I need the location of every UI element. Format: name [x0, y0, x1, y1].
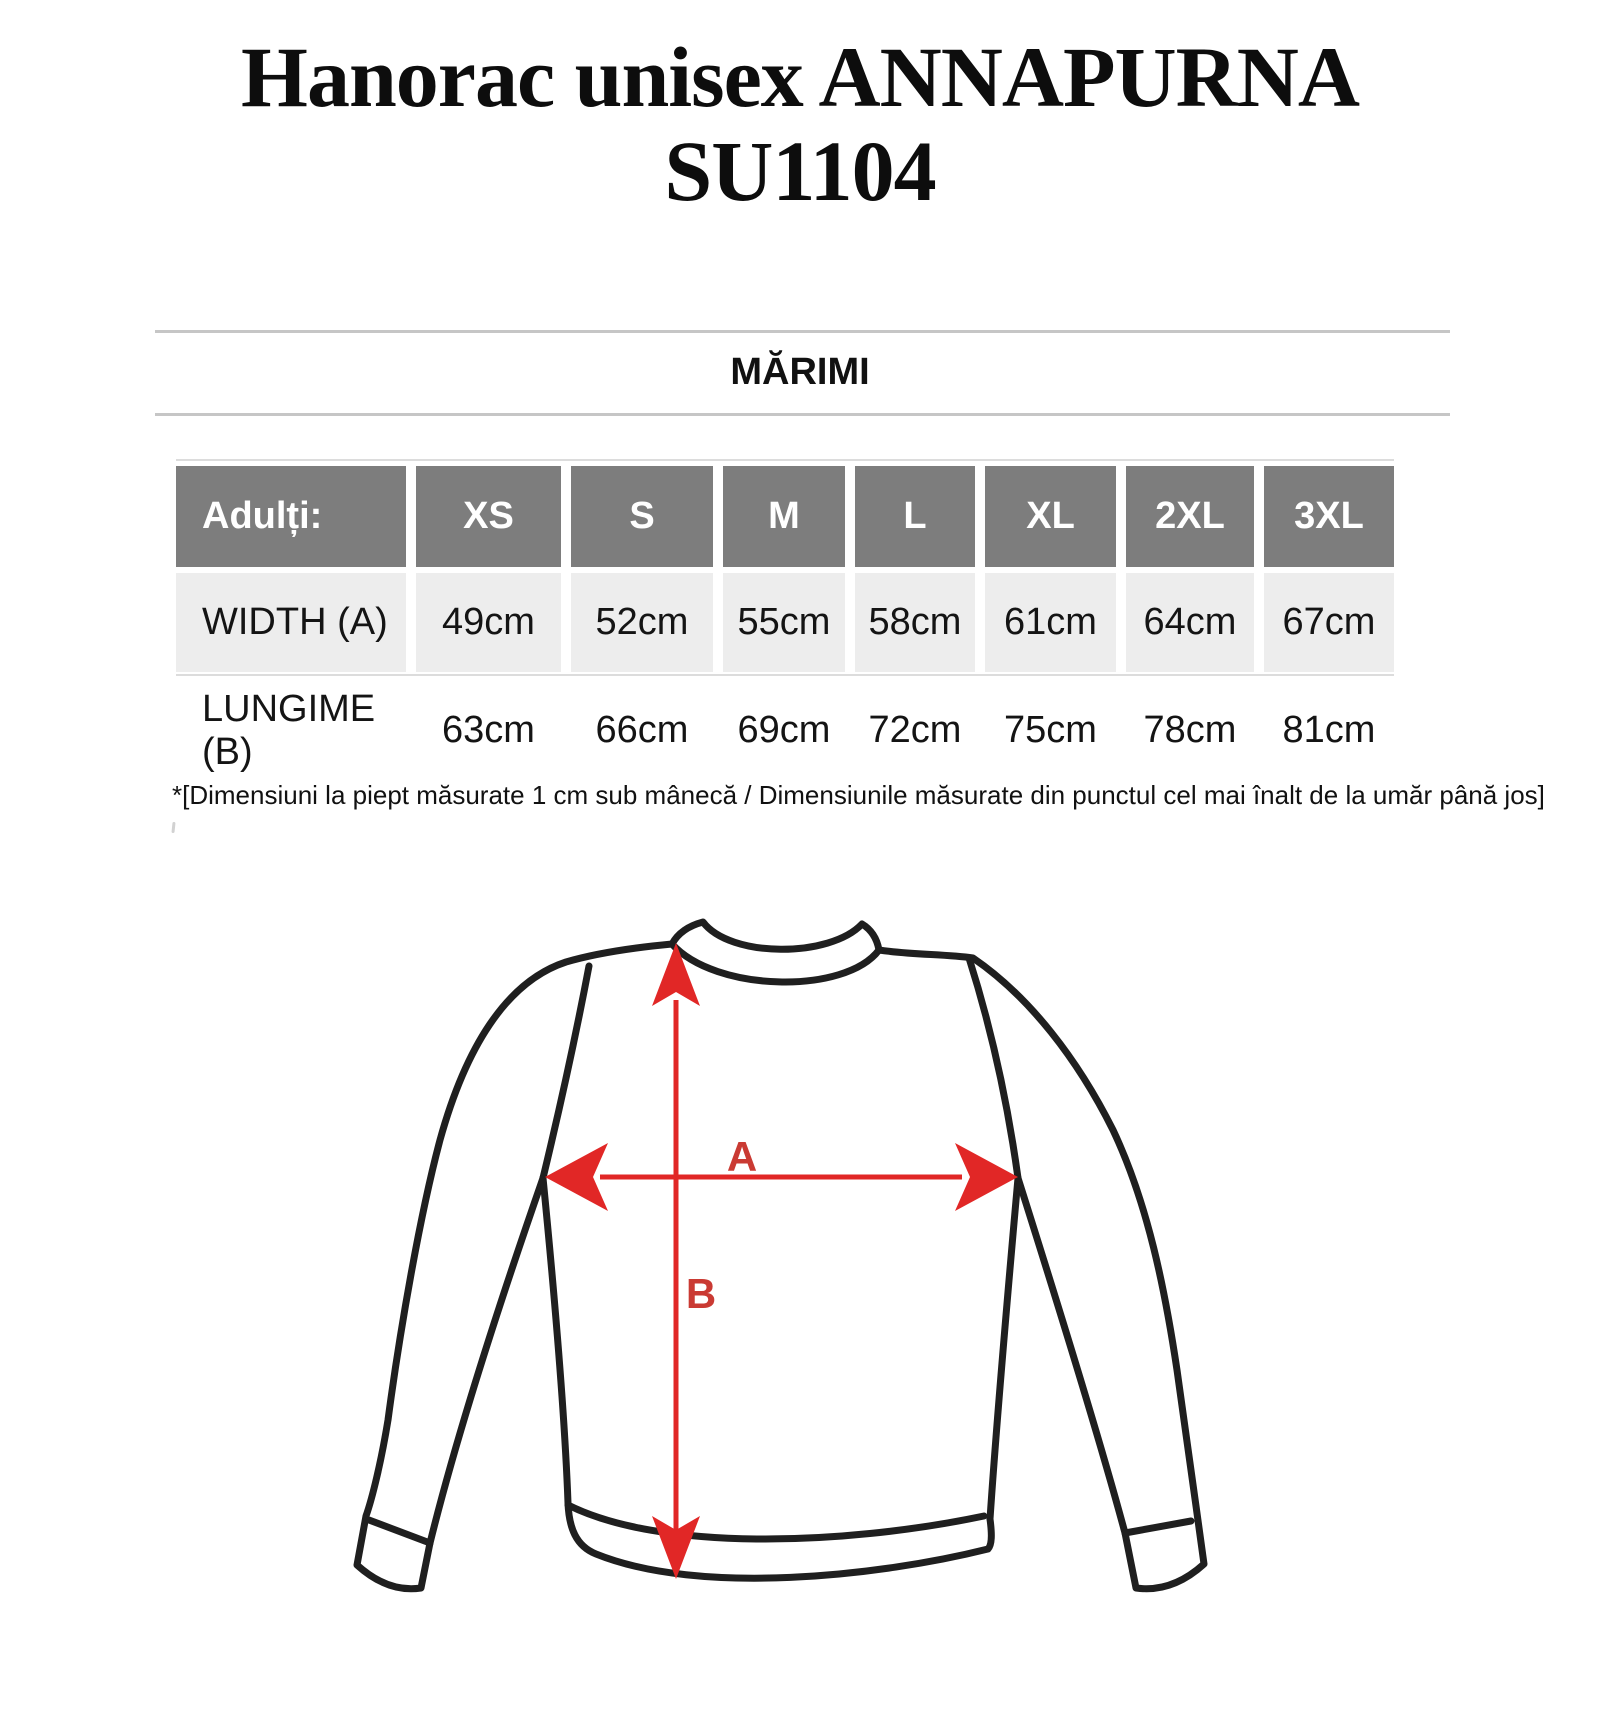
arrow-a-head-right: [955, 1143, 1018, 1211]
row-label-lungime: LUNGIME (B): [202, 687, 376, 773]
left-sleeve-inner: [430, 1178, 543, 1543]
measurement-footnote: *[Dimensiuni la piept măsurate 1 cm sub mânecă / Dimensiunile măsurate din punctul cel mai înalt de la umăr până jos]: [172, 780, 1545, 810]
header-cell-s: S: [571, 466, 713, 567]
table-top-border: [176, 459, 1394, 461]
header-cell-3xl: 3XL: [1264, 466, 1394, 567]
lungime-value-s: 66cm: [595, 709, 689, 751]
header-cell-xl: XL: [985, 466, 1116, 567]
row-label-width: WIDTH (A): [176, 573, 406, 672]
lungime-value-xl: 75cm: [1004, 709, 1097, 751]
sizes-section-heading: MĂRIMI: [730, 351, 870, 393]
right-cuff-line: [1125, 1521, 1191, 1533]
lungime-value-l: 72cm: [868, 709, 962, 751]
arrow-a-head-left: [545, 1143, 608, 1211]
header-cell-adulti: Adulți:: [176, 466, 406, 567]
width-value-m: 55cm: [723, 573, 845, 672]
lungime-value-2xl: 78cm: [1143, 709, 1237, 751]
page-title-line2: SU1104: [664, 123, 936, 219]
label-b: B: [685, 1270, 717, 1317]
measurement-arrows: [545, 943, 1018, 1579]
page-title-line1: Hanorac unisex ANNAPURNA: [241, 29, 1359, 125]
sweater-measurement-diagram: [280, 820, 1240, 1610]
width-value-2xl: 64cm: [1126, 573, 1254, 672]
body-right-edge: [990, 1178, 1018, 1519]
table-row-width: [176, 573, 1394, 672]
width-value-l: 58cm: [855, 573, 975, 672]
width-value-s: 52cm: [571, 573, 713, 672]
sweater-outline: [357, 922, 1204, 1589]
hem-top-line: [568, 1505, 984, 1539]
header-cell-xs: XS: [416, 466, 561, 567]
section-divider-top: [155, 330, 1450, 333]
size-table: [176, 466, 1394, 778]
left-cuff-line: [369, 1520, 430, 1543]
table-header-row: [176, 466, 1394, 567]
arrow-b-head-top: [652, 943, 700, 1006]
left-shoulder-seam: [543, 966, 589, 1178]
table-inner-border: [176, 674, 1394, 676]
table-row-lungime: [176, 683, 1394, 778]
width-value-xl: 61cm: [985, 573, 1116, 672]
width-value-3xl: 67cm: [1264, 573, 1394, 672]
header-cell-2xl: 2XL: [1126, 466, 1254, 567]
stray-mark: [171, 822, 175, 833]
right-sleeve-inner: [1018, 1178, 1125, 1533]
right-sleeve-outer: [879, 950, 1204, 1589]
page-title: [150, 30, 1450, 218]
label-a: A: [726, 1133, 758, 1180]
collar: [672, 922, 879, 982]
lungime-value-xs: 63cm: [442, 709, 535, 751]
width-value-xs: 49cm: [416, 573, 561, 672]
lungime-value-m: 69cm: [737, 709, 831, 751]
header-cell-m: M: [723, 466, 845, 567]
lungime-value-3xl: 81cm: [1282, 709, 1376, 751]
section-divider-bottom: [155, 413, 1450, 416]
header-cell-l: L: [855, 466, 975, 567]
